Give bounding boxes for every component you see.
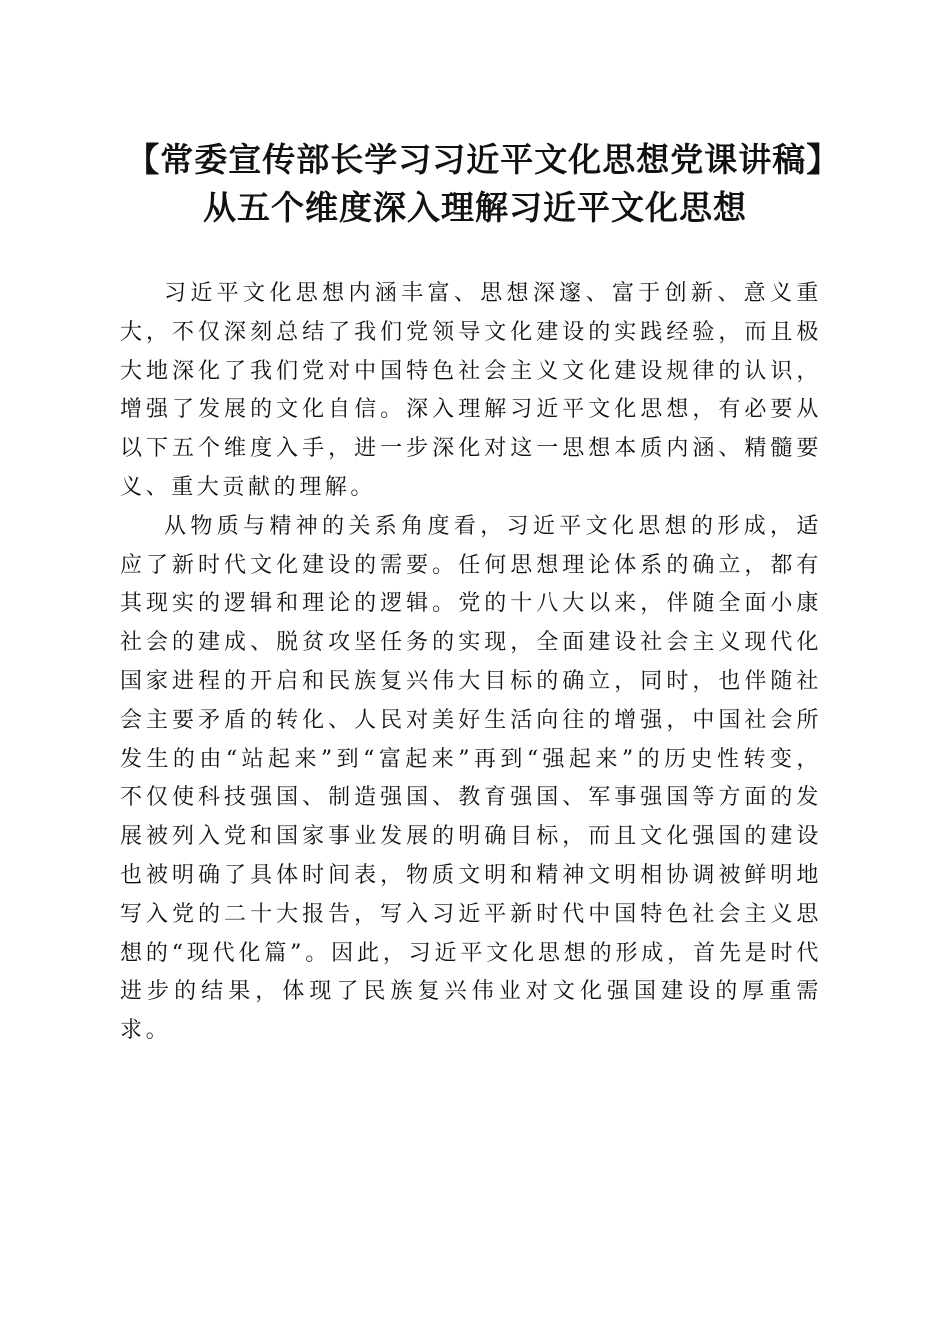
paragraph-2: 从物质与精神的关系角度看，习近平文化思想的形成，适应了新时代文化建设的需要。任何思想理论体系的确立，都有其现实的逻辑和理论的逻辑。党的十八大以来，伴随全面小康社会的建成、脱贫攻坚任务的实现，全面建设社会主义现代化国家进程的开启和民族复兴伟大目标的确立，同时，也伴随社会主要矛盾的转化、人民对美好生活向往的增强，中国社会所发生的由“站起来”到“富起来”再到“强起来”的历史性转变，不仅使科技强国、制造强国、教育强国、军事强国等方面的发展被列入党和国家事业发展的明确目标，而且文化强国的建设也被明确了具体时间表，物质文明和精神文明相协调被鲜明地写入党的二十大报告，写入习近平新时代中国特色社会主义思想的“现代化篇”。因此，习近平文化思想的形成，首先是时代进步的结果，体现了民族复兴伟业对文化强国建设的厚重需求。 — [120, 513, 822, 1044]
paragraph-1: 习近平文化思想内涵丰富、思想深邃、富于创新、意义重大，不仅深刻总结了我们党领导文化建设的实践经验，而且极大地深化了我们党对中国特色社会主义文化建设规律的认识，增强了发展的文化自信。深入理解习近平文化思想，有必要从以下五个维度入手，进一步深化对这一思想本质内涵、精髓要义、重大贡献的理解。 — [120, 281, 822, 500]
document-title: 【常委宣传部长学习习近平文化思想党课讲稿】从五个维度深入理解习近平文化思想 — [126, 140, 824, 227]
document-body — [120, 275, 822, 1051]
